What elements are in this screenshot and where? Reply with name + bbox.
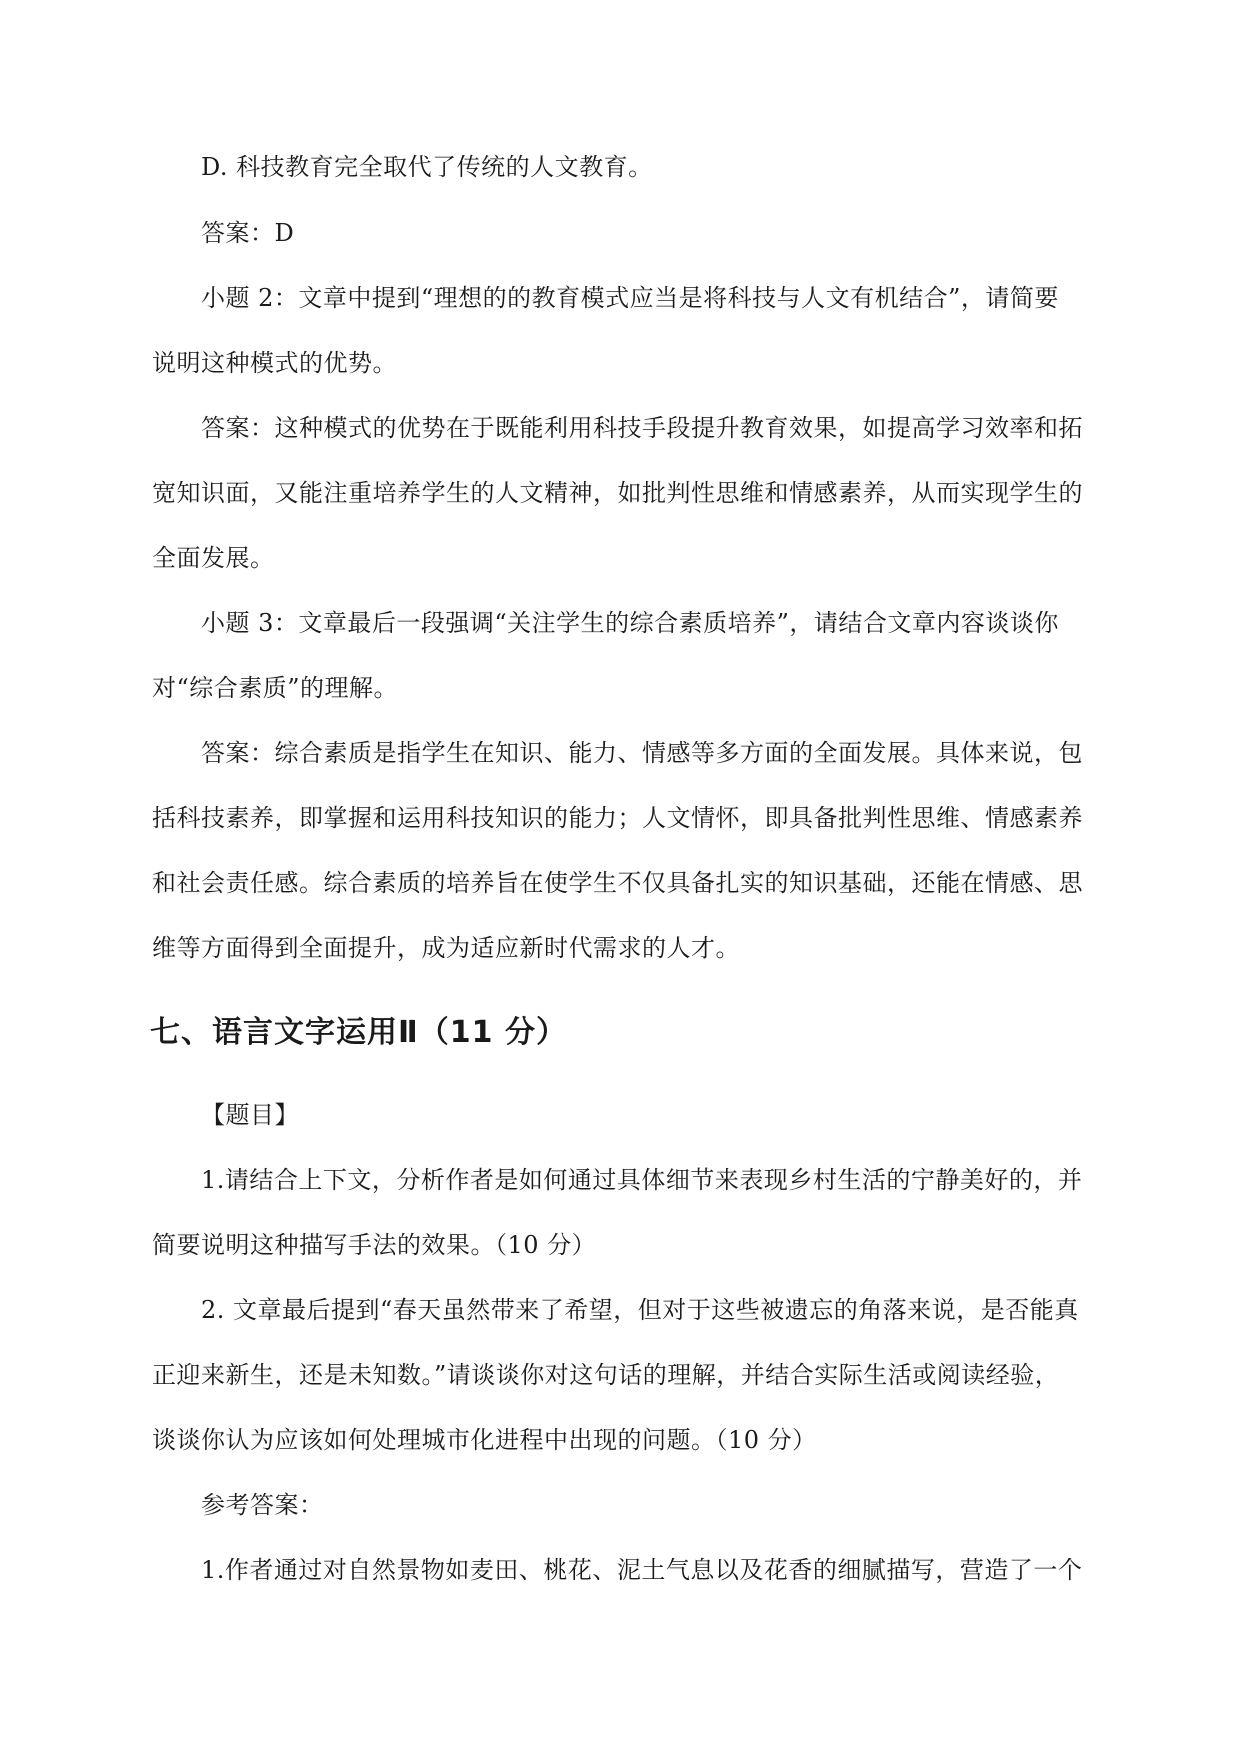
answer-3-line-4: 维等方面得到全面提升，成为适应新时代需求的人才。: [152, 934, 740, 962]
answer-2-line-2: 宽知识面，又能注重培养学生的人文精神，如批判性思维和情感素养，从而实现学生的: [152, 479, 1083, 507]
task-2-line-1: 2. 文章最后提到“春天虽然带来了希望，但对于这些被遗忘的角落来说，是否能真: [201, 1296, 1079, 1324]
answer-3-line-1: 答案：综合素质是指学生在知识、能力、情感等多方面的全面发展。具体来说，包: [201, 739, 1083, 767]
answer-2-line-1: 答案：这种模式的优势在于既能利用科技手段提升教育效果，如提高学习效率和拓: [201, 414, 1083, 442]
answer-1-text: 答案：D: [201, 219, 295, 247]
topic-label: 【题目】: [201, 1101, 299, 1129]
reference-answer-label: 参考答案：: [201, 1491, 324, 1519]
task-2-line-2: 正迎来新生，还是未知数。”请谈谈你对这句话的理解，并结合实际生活或阅读经验，: [152, 1361, 1060, 1389]
answer-3-line-3: 和社会责任感。综合素质的培养旨在使学生不仅具备扎实的知识基础，还能在情感、思: [152, 869, 1083, 897]
task-2-line-3: 谈谈你认为应该如何处理城市化进程中出现的问题。（10 分）: [152, 1426, 817, 1454]
task-1-line-2: 简要说明这种描写手法的效果。（10 分）: [152, 1231, 597, 1259]
answer-2-line-3: 全面发展。: [152, 544, 275, 572]
section-heading: 七、语言文字运用Ⅱ（11 分）: [150, 1015, 567, 1050]
task-1-line-1: 1.请结合上下文，分析作者是如何通过具体细节来表现乡村生活的宁静美好的，并: [201, 1166, 1083, 1194]
question-3-line-1: 小题 3：文章最后一段强调“关注学生的综合素质培养”，请结合文章内容谈谈你: [201, 609, 1059, 637]
question-2-line-1: 小题 2：文章中提到“理想的的教育模式应当是将科技与人文有机结合”，请简要: [201, 284, 1059, 312]
question-2-line-2: 说明这种模式的优势。: [152, 349, 397, 377]
question-3-line-2: 对“综合素质”的理解。: [152, 674, 399, 702]
reference-answer-1-line-1: 1.作者通过对自然景物如麦田、桃花、泥土气息以及花香的细腻描写，营造了一个: [201, 1556, 1083, 1584]
answer-3-line-2: 括科技素养，即掌握和运用科技知识的能力；人文情怀，即具备批判性思维、情感素养: [152, 804, 1083, 832]
option-d-text: D. 科技教育完全取代了传统的人文教育。: [201, 153, 653, 181]
